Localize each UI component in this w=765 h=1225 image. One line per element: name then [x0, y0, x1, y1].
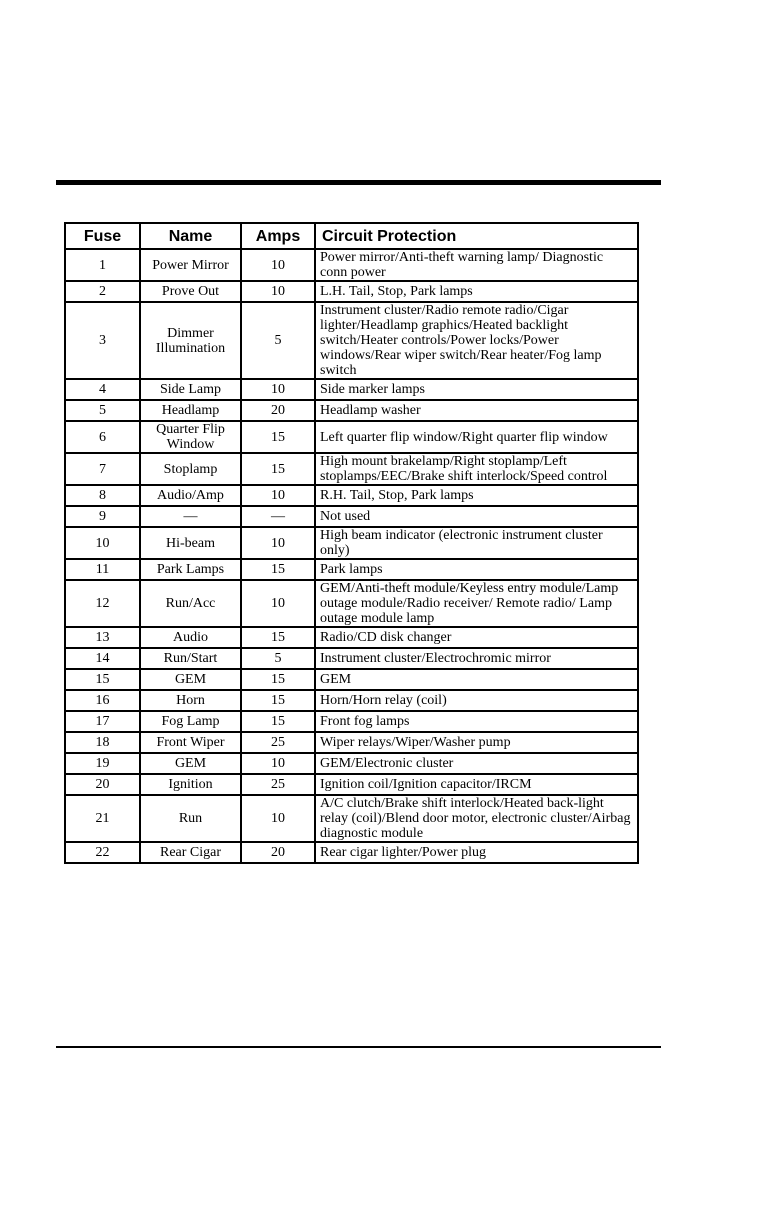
column-header-circuit-protection: Circuit Protection [315, 223, 638, 249]
table-row [65, 690, 638, 711]
amps-cell: 20 [241, 400, 315, 421]
fuse-cell: 21 [65, 795, 140, 842]
name-cell: GEM [140, 669, 241, 690]
name-cell: Power Mirror [140, 249, 241, 281]
name-cell: Audio [140, 627, 241, 648]
circuit-protection-cell: Instrument cluster/Electrochromic mirror [315, 648, 638, 669]
fuse-cell: 4 [65, 379, 140, 400]
fuse-cell: 8 [65, 485, 140, 506]
amps-cell: 5 [241, 648, 315, 669]
circuit-protection-cell: Front fog lamps [315, 711, 638, 732]
amps-cell: 20 [241, 842, 315, 863]
table-row [65, 400, 638, 421]
fuse-cell: 11 [65, 559, 140, 580]
bottom-rule [56, 1046, 661, 1048]
circuit-protection-cell: L.H. Tail, Stop, Park lamps [315, 281, 638, 302]
amps-cell: 10 [241, 580, 315, 627]
table-row [65, 559, 638, 580]
column-header-fuse: Fuse [65, 223, 140, 249]
table-row [65, 753, 638, 774]
circuit-protection-cell: Radio/CD disk changer [315, 627, 638, 648]
fuse-cell: 14 [65, 648, 140, 669]
name-cell: Rear Cigar [140, 842, 241, 863]
table-row [65, 453, 638, 485]
circuit-protection-cell: Park lamps [315, 559, 638, 580]
name-cell: Quarter Flip Window [140, 421, 241, 453]
table-row [65, 648, 638, 669]
table-row [65, 281, 638, 302]
table-row [65, 485, 638, 506]
amps-cell: 15 [241, 690, 315, 711]
amps-cell: 10 [241, 379, 315, 400]
name-cell: Run/Start [140, 648, 241, 669]
name-cell: Ignition [140, 774, 241, 795]
circuit-protection-cell: GEM/Anti-theft module/Keyless entry module/Lamp outage module/Radio receiver/ Remote radio/ Lamp outage module lamp [315, 580, 638, 627]
name-cell: Audio/Amp [140, 485, 241, 506]
top-rule [56, 180, 661, 185]
amps-cell: 5 [241, 302, 315, 379]
fuse-cell: 18 [65, 732, 140, 753]
amps-cell: 15 [241, 421, 315, 453]
table-row [65, 249, 638, 281]
circuit-protection-cell: GEM [315, 669, 638, 690]
name-cell: Run/Acc [140, 580, 241, 627]
name-cell: GEM [140, 753, 241, 774]
table-row [65, 711, 638, 732]
fuse-cell: 16 [65, 690, 140, 711]
table-row [65, 421, 638, 453]
circuit-protection-cell: Power mirror/Anti-theft warning lamp/ Diagnostic conn power [315, 249, 638, 281]
circuit-protection-cell: Left quarter flip window/Right quarter flip window [315, 421, 638, 453]
fuse-cell: 2 [65, 281, 140, 302]
amps-cell: 25 [241, 732, 315, 753]
fuse-cell: 6 [65, 421, 140, 453]
name-cell: Side Lamp [140, 379, 241, 400]
circuit-protection-cell: Headlamp washer [315, 400, 638, 421]
amps-cell: 10 [241, 249, 315, 281]
circuit-protection-cell: Horn/Horn relay (coil) [315, 690, 638, 711]
fuse-cell: 15 [65, 669, 140, 690]
circuit-protection-cell: Instrument cluster/Radio remote radio/Cigar lighter/Headlamp graphics/Heated backlight switch/Heater controls/Power locks/Power windows/Rear wiper switch/Rear heater/Fog lamp switch [315, 302, 638, 379]
table-row [65, 774, 638, 795]
table-body [65, 249, 638, 863]
table-row [65, 379, 638, 400]
name-cell: Prove Out [140, 281, 241, 302]
circuit-protection-cell: Rear cigar lighter/Power plug [315, 842, 638, 863]
circuit-protection-cell: High mount brakelamp/Right stoplamp/Left stoplamps/EEC/Brake shift interlock/Speed control [315, 453, 638, 485]
fuse-table [64, 222, 639, 864]
name-cell: Headlamp [140, 400, 241, 421]
name-cell: Horn [140, 690, 241, 711]
fuse-cell: 3 [65, 302, 140, 379]
amps-cell: 15 [241, 711, 315, 732]
name-cell: Park Lamps [140, 559, 241, 580]
fuse-cell: 22 [65, 842, 140, 863]
amps-cell: 25 [241, 774, 315, 795]
table-row [65, 627, 638, 648]
amps-cell: 10 [241, 795, 315, 842]
fuse-cell: 5 [65, 400, 140, 421]
name-cell: Dimmer Illumination [140, 302, 241, 379]
amps-cell: 15 [241, 669, 315, 690]
fuse-cell: 13 [65, 627, 140, 648]
table-header-row [65, 223, 638, 249]
fuse-cell: 9 [65, 506, 140, 527]
circuit-protection-cell: GEM/Electronic cluster [315, 753, 638, 774]
amps-cell: — [241, 506, 315, 527]
amps-cell: 15 [241, 627, 315, 648]
table-row [65, 527, 638, 559]
amps-cell: 10 [241, 485, 315, 506]
name-cell: Run [140, 795, 241, 842]
amps-cell: 15 [241, 453, 315, 485]
column-header-name: Name [140, 223, 241, 249]
circuit-protection-cell: R.H. Tail, Stop, Park lamps [315, 485, 638, 506]
fuse-cell: 1 [65, 249, 140, 281]
amps-cell: 15 [241, 559, 315, 580]
table-row [65, 842, 638, 863]
amps-cell: 10 [241, 527, 315, 559]
table-row [65, 580, 638, 627]
circuit-protection-cell: Side marker lamps [315, 379, 638, 400]
table-row [65, 732, 638, 753]
name-cell: — [140, 506, 241, 527]
fuse-cell: 17 [65, 711, 140, 732]
fuse-cell: 7 [65, 453, 140, 485]
table-row [65, 302, 638, 379]
name-cell: Front Wiper [140, 732, 241, 753]
circuit-protection-cell: High beam indicator (electronic instrument cluster only) [315, 527, 638, 559]
circuit-protection-cell: Ignition coil/Ignition capacitor/IRCM [315, 774, 638, 795]
table-row [65, 669, 638, 690]
name-cell: Fog Lamp [140, 711, 241, 732]
fuse-cell: 19 [65, 753, 140, 774]
circuit-protection-cell: Wiper relays/Wiper/Washer pump [315, 732, 638, 753]
circuit-protection-cell: A/C clutch/Brake shift interlock/Heated back-light relay (coil)/Blend door motor, electronic cluster/Airbag diagnostic module [315, 795, 638, 842]
table-row [65, 506, 638, 527]
circuit-protection-cell: Not used [315, 506, 638, 527]
fuse-cell: 10 [65, 527, 140, 559]
amps-cell: 10 [241, 281, 315, 302]
name-cell: Hi-beam [140, 527, 241, 559]
fuse-cell: 20 [65, 774, 140, 795]
table-row [65, 795, 638, 842]
column-header-amps: Amps [241, 223, 315, 249]
amps-cell: 10 [241, 753, 315, 774]
fuse-cell: 12 [65, 580, 140, 627]
name-cell: Stoplamp [140, 453, 241, 485]
